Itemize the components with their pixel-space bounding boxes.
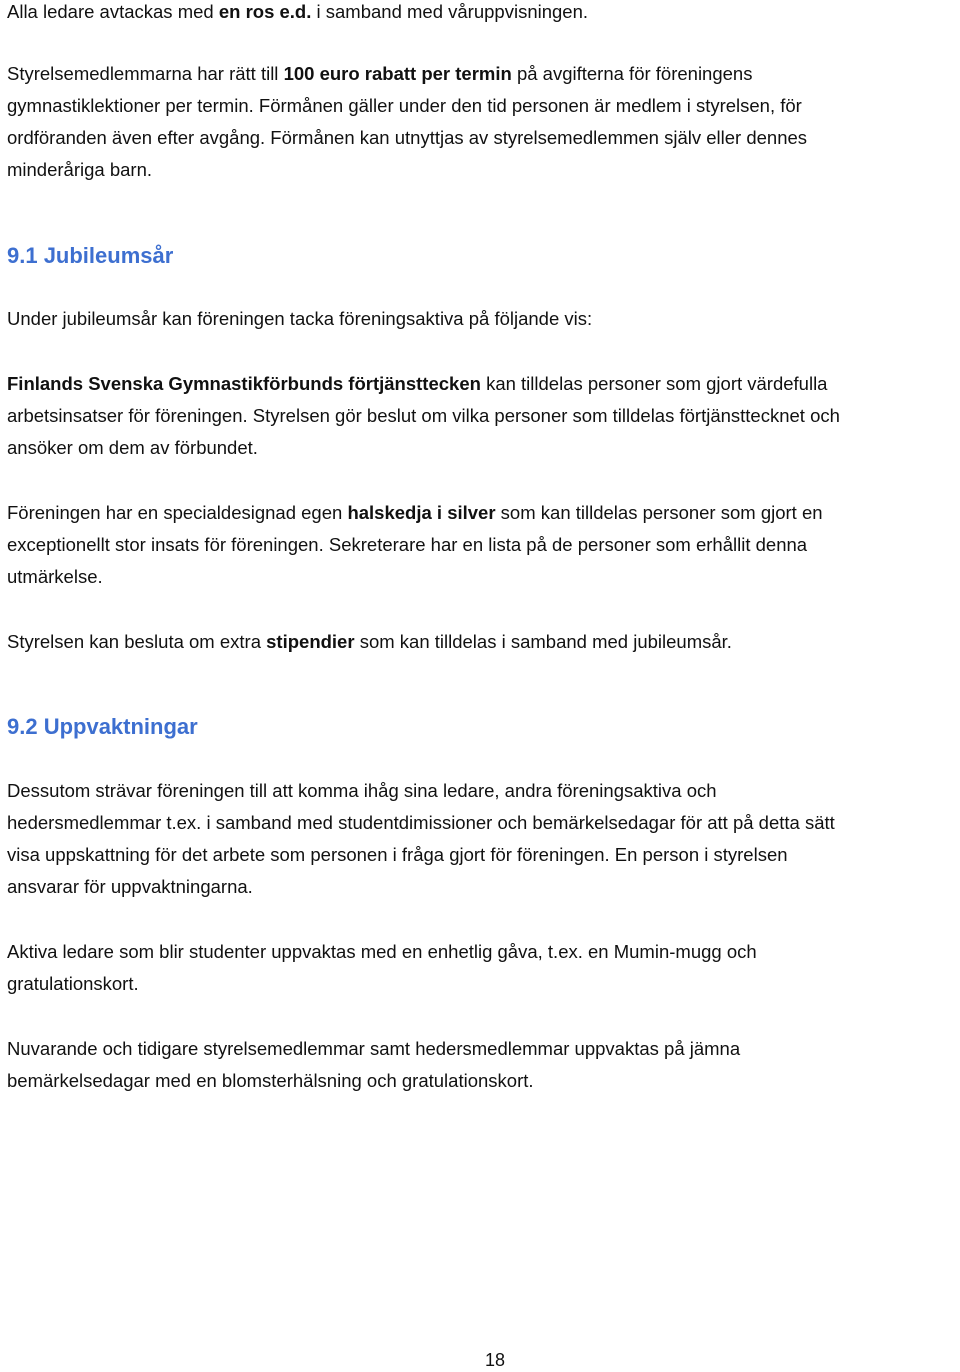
intro-line: Alla ledare avtackas med en ros e.d. i samband med våruppvisningen. [7, 1, 589, 22]
jubilee-intro-paragraph: Under jubileumsår kan föreningen tacka föreningsaktiva på följande vis: [7, 308, 593, 329]
anniversaries-paragraph: Nuvarande och tidigare styrelsemedlemmar samt hedersmedlemmar uppvaktas på jämna bemärkelsedagar med en blomsterhälsning och gratulationskort. [7, 1038, 741, 1091]
discount-emphasis: 100 euro rabatt per termin [283, 63, 512, 84]
silver-necklace-paragraph [7, 497, 957, 593]
necklace-line-3: utmärkelse. [7, 566, 103, 587]
graduates-paragraph: Aktiva ledare som blir studenter uppvaktas med en enhetlig gåva, t.ex. en Mumin-mugg och gratulationskort. [7, 941, 757, 994]
recognition-paragraph: Dessutom strävar föreningen till att komma ihåg sina ledare, andra föreningsaktiva och hedersmedlemmar t.ex. i samband med studentdimissioner och bemärkelsedagar för att på detta sätt visa uppskattning för det arbete som personen i fråga gjort för föreningen. En person i styrelsen ansvarar för uppvaktningarna. [7, 780, 835, 897]
page-number: 18 [484, 1350, 506, 1370]
board-line-3: ordföranden även efter avgång. Förmånen kan utnyttjas av styrelsemedlemmen själv eller dennes [7, 127, 808, 148]
merit-badge-emphasis: Finlands Svenska Gymnastikförbunds förtjänsttecken [7, 373, 481, 394]
merit-badge-paragraph [7, 368, 957, 464]
section-heading-uppvaktningar: 9.2 Uppvaktningar [7, 714, 198, 739]
board-line-4: minderåriga barn. [7, 159, 152, 180]
scholarship-paragraph: Styrelsen kan besluta om extra stipendier som kan tilldelas i samband med jubileumsår. [7, 631, 732, 652]
scholarship-emphasis: stipendier [266, 631, 355, 652]
rose-emphasis: en ros e.d. [218, 1, 312, 22]
merit-line-2: arbetsinsatser för föreningen. Styrelsen gör beslut om vilka personer som tilldelas förtjänsttecknet och [7, 405, 840, 426]
merit-line-1: Finlands Svenska Gymnastikförbunds förtjänsttecken kan tilldelas personer som gjort värdefulla [7, 373, 828, 394]
board-benefit-paragraph [7, 58, 957, 186]
necklace-line-2: exceptionellt stor insats för föreningen. Sekreterare har en lista på de personer som erhållit denna [7, 534, 808, 555]
section-heading-jubileumsar: 9.1 Jubileumsår [7, 243, 174, 268]
intro-paragraph [7, 0, 957, 28]
necklace-emphasis: halskedja i silver [347, 502, 496, 523]
merit-line-3: ansöker om dem av förbundet. [7, 437, 258, 458]
necklace-line-1: Föreningen har en specialdesignad egen halskedja i silver som kan tilldelas personer som gjort en [7, 502, 823, 523]
board-line-2: gymnastiklektioner per termin. Förmånen gäller under den tid personen är medlem i styrelsen, för [7, 95, 802, 116]
board-line-1: Styrelsemedlemmarna har rätt till 100 euro rabatt per termin på avgifterna för föreningens [7, 63, 753, 84]
